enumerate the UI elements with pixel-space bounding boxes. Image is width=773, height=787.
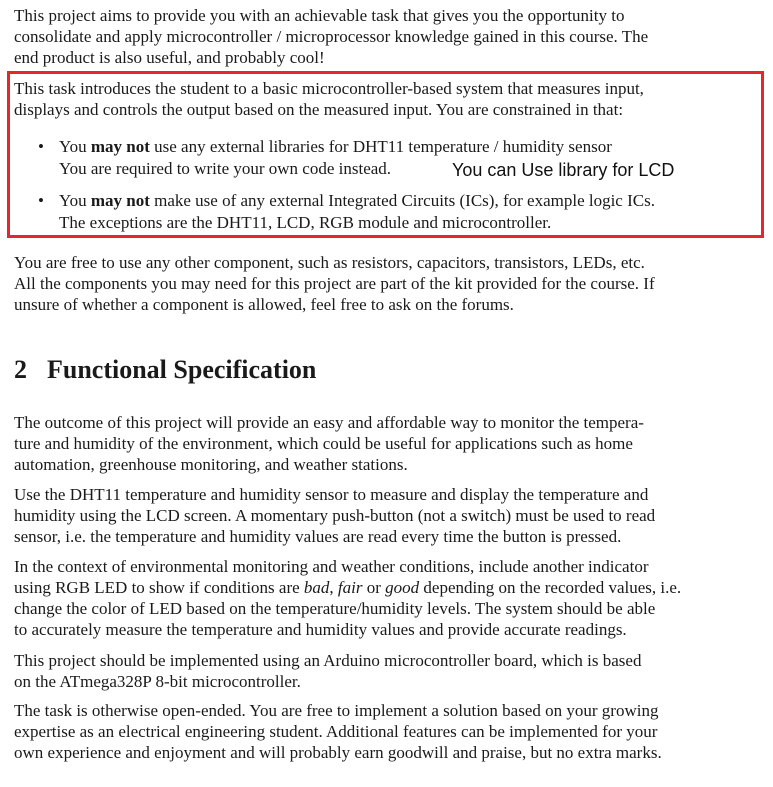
text-line: The outcome of this project will provide an easy and affordable way to monitor the tempera- [14,413,644,432]
bullet-icon: • [38,137,44,156]
text-line: consolidate and apply microcontroller / microprocessor knowledge gained in this course. The [14,27,649,46]
outcome-paragraph [14,412,762,475]
text-line: In the context of environmental monitoring and weather conditions, include another indicator [14,557,649,576]
text-line: humidity using the LCD screen. A momentary push-button (not a switch) must be used to read [14,506,656,525]
text-line: You may not use any external libraries for DHT11 temperature / humidity sensor [59,137,612,156]
emphasis-fair: fair [337,578,363,597]
text-line: Use the DHT11 temperature and humidity sensor to measure and display the temperature and [14,485,649,504]
text-line: end product is also useful, and probably cool! [14,48,325,67]
text-line: You are free to use any other component, such as resistors, capacitors, transistors, LEDs, etc. [14,253,645,272]
emphasis: may not [90,191,150,210]
text-line: to accurately measure the temperature and humidity values and provide accurate readings. [14,620,627,639]
text-line: automation, greenhouse monitoring, and weather stations. [14,455,408,474]
text-line: ture and humidity of the environment, which could be useful for applications such as home [14,434,633,453]
lcd-library-note: You can Use library for LCD [452,160,675,180]
text-line: own experience and enjoyment and will probably earn goodwill and praise, but no extra marks. [14,743,662,762]
open-ended-paragraph [14,700,762,763]
text-line: expertise as an electrical engineering student. Additional features can be implemented for your [14,722,658,741]
components-paragraph [14,252,762,315]
text-line: The exceptions are the DHT11, LCD, RGB module and microcontroller. [59,213,552,232]
emphasis-good: good [385,578,420,597]
text-line: displays and controls the output based on the measured input. You are constrained in that: [14,100,624,119]
section-number: 2 [14,355,27,384]
arduino-paragraph [14,650,762,692]
text-line: change the color of LED based on the temperature/humidity levels. The system should be able [14,599,656,618]
text-line: on the ATmega328P 8-bit microcontroller. [14,672,301,691]
constraints-intro [14,78,762,120]
emphasis: may not [90,137,150,156]
text-line: The task is otherwise open-ended. You are free to implement a solution based on your growing [14,701,659,720]
intro-paragraph [14,5,762,68]
text-line: All the components you may need for this project are part of the kit provided for the course. If [14,274,655,293]
bullet-icon: • [38,191,44,210]
constraint-bullet-ics [38,190,758,234]
text-line: This project should be implemented using an Arduino microcontroller board, which is based [14,651,642,670]
dht-paragraph [14,484,762,547]
text-line: This project aims to provide you with an achievable task that gives you the opportunity to [14,6,625,25]
text-line: You are required to write your own code instead. [59,159,392,178]
text-line: You may not make use of any external Integrated Circuits (ICs), for example logic ICs. [59,191,655,210]
section-title: Functional Specification [47,355,317,384]
text-line: using RGB LED to show if conditions are bad, fair or good depending on the recorded values, i.e. [14,578,682,597]
text-line: sensor, i.e. the temperature and humidity values are read every time the button is pressed. [14,527,622,546]
rgb-paragraph [14,556,762,640]
section-heading [14,354,316,386]
emphasis-bad: bad [303,578,330,597]
text-line: unsure of whether a component is allowed, feel free to ask on the forums. [14,295,514,314]
text-line: This task introduces the student to a basic microcontroller-based system that measures input, [14,79,644,98]
